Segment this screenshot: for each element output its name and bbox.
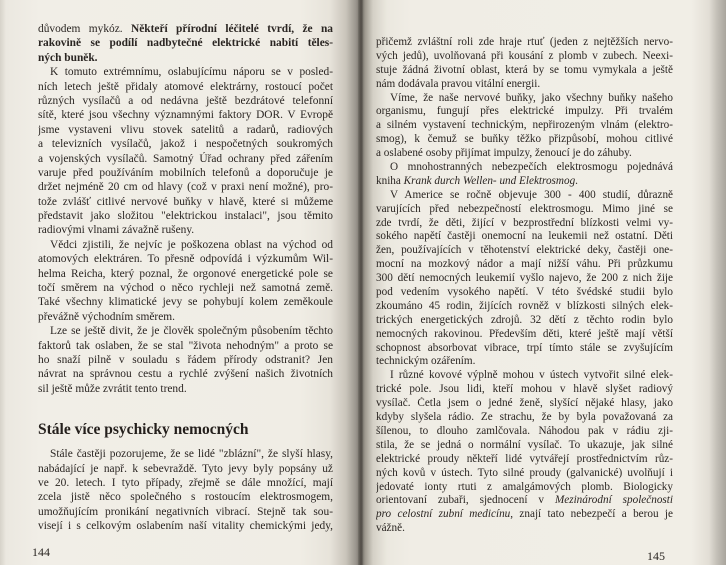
paragraph: [376, 161, 673, 189]
paragraph: [38, 65, 333, 238]
bold-text: Někteří přírodní léčitelé tvrdí, že na: [130, 23, 333, 35]
text-line: schopnost absorbovat vibrace, trpí tímto stále se zvyšujícím: [376, 341, 673, 354]
text-line: [376, 175, 673, 189]
text-line: varuje před používáním mobilních telefonů a doporučuje je: [38, 166, 333, 179]
text-run: orientovaní zubaři, sjednocení v: [376, 494, 555, 507]
text-run: , znají tato nebezpečí a berou je: [510, 508, 673, 521]
text-line: pod vedením vysokého napětí. V této švédské studii bylo: [376, 286, 673, 299]
text-line: K tomuto extrémnímu, oslabujícímu náporu se v posled-: [50, 66, 333, 79]
text-line: jsme vystaveni vlivu stovek satelitů a radarů, radiových: [38, 123, 333, 136]
paragraph: [38, 238, 333, 324]
text-line: atomových elektráren. To přesně odpovídá i výzkumům Wil-: [38, 253, 333, 266]
bold-text: rakovině se podílí nadbytečné elektrické nabití těles-: [38, 37, 333, 50]
text-line: Vědci zjistili, že nejvíc je poškozena oblast na východ od: [50, 238, 333, 251]
text-line: [376, 494, 673, 508]
text-line: radiovými vlnami závažně rušeny.: [38, 224, 195, 237]
italic-text: pro celostní zubní medicínu: [376, 508, 511, 521]
text-line: zkoumáno 45 rodin, žijících rovněž v blízkosti silných elek-: [376, 299, 673, 312]
text-line: [38, 51, 333, 65]
text-line: točí směrem na východ o něco rychleji než samotná země.: [38, 282, 333, 295]
text-line: zde tvrdí, že děti, žijící v bezprostřední blízkosti velmi vy-: [376, 216, 673, 229]
text-line: ních letech ještě přidaly atomové elektrárny, rostoucí počet: [38, 80, 333, 93]
text-line: zcela jistě něco společného s rostoucím elektrosmogem,: [38, 491, 333, 504]
book-gutter: [358, 0, 363, 565]
text-line: Také všechny klimatické jevy se pohybují kolem zeměkoule: [38, 296, 333, 309]
text-line: [38, 22, 333, 36]
text-line: vážně.: [376, 522, 405, 535]
text-line: šílenou, to dlouho zamlčovala. Náhodou pak v rádiu zji-: [376, 424, 673, 437]
text-line: mocní na mozkový nádor a mají nižší váhu. Při průzkumu: [376, 258, 673, 271]
text-line: faktorů tak oslaben, že se stal "života nehodným" a proto se: [38, 339, 333, 352]
text-line: trických energetických zdrojů. 32 dětí z těchto rodin bylo: [376, 313, 673, 326]
text-line: a oslabené osoby přijímat impulzy, ženoucí je do záhuby.: [376, 147, 632, 160]
text-line: [38, 36, 333, 50]
text-line: umožňujícím pronikání negativních vibrací. Stejně tak sou-: [38, 505, 333, 518]
text-line: tože zvlášť citlivé nervové buňky v hlavě, které si můžeme: [38, 195, 333, 208]
text-line: představit jako složitou "elektrickou instalaci", jsou těmito: [38, 210, 333, 223]
section-heading: Stále více psychicky nemocných: [38, 421, 249, 439]
text-line: nabádající je např. k sebevraždě. Tyto jevy byly popsány už: [38, 462, 333, 475]
text-line: ho snaží pilně v souladu s řádem přírody odstranit? Jen: [38, 353, 333, 366]
paragraph: [38, 324, 333, 396]
text-line: ných kovů v ústech. Tyto silné proudy (galvanické) uvolňují i: [376, 466, 673, 479]
page-number: 144: [32, 545, 50, 559]
text-run: .: [575, 174, 578, 187]
italic-text: Mezinárodní společnosti: [554, 494, 673, 507]
text-line: Lze se ještě divit, že je člověk společným působením těchto: [50, 325, 333, 338]
text-line: visejí i s celkovým oslabením naší vitality chemickými jedy,: [38, 520, 333, 533]
text-line: žen, používajících v těhotenství elektrické deky, častěji one-: [376, 244, 673, 257]
text-line: a televizních vysílačů, jakož i nespočetných soukromých: [38, 138, 333, 151]
text-line: smog), k čemuž se buňky těžko přizpůsobí, mohou citlivé: [376, 133, 673, 146]
text-line: držet nejméně 20 cm od hlavy (což v praxi není možné), pro-: [38, 181, 333, 194]
text-line: vysílač. Četla jsem o jedné ženě, slyšící nějaké hlasy, jako: [376, 397, 673, 410]
text-run: důvodem mykóz.: [38, 23, 131, 35]
text-line: technickým ozářením.: [376, 355, 476, 368]
text-line: a vojenských vysílačů. Samotný Úřad ochrany před zářením: [38, 152, 333, 165]
text-line: sil ještě může zvrátit tento trend.: [38, 382, 187, 395]
text-line: návrat na správnou cestu a rychlé zvýšení našich životních: [38, 368, 333, 381]
left-page: [0, 0, 361, 565]
text-line: Stále častěji pozorujeme, že se lidé "zblázní", že slyší hlasy,: [50, 448, 333, 461]
text-line: různých vysílačů a od nedávna ještě bezdrátové telefonní: [38, 94, 333, 107]
paragraph: [376, 92, 673, 161]
text-line: jedovaté ionty rtuti z amalgámových plomb. Biologicky: [376, 480, 673, 493]
text-line: V Americe se ročně objevuje 300 - 400 studií, důrazně: [390, 188, 673, 201]
text-line: sítě, které jsou všechny významnými faktory DOR. V Evropě: [38, 109, 333, 122]
text-line: 300 dětí nemocných leukemií vyšlo najevo, že 200 z nich žije: [376, 272, 673, 285]
text-line: varujících před nebezpečností elektrosmogu. Mimo jiné se: [376, 202, 673, 215]
right-page: [361, 0, 726, 565]
paragraph: [376, 189, 673, 370]
text-line: přičemž zvláštní roli zde hraje rtuť (jeden z nejtěžších nervo-: [376, 36, 673, 48]
page-number: 145: [647, 549, 665, 563]
text-line: elektrické proudy někteří lidé vytvářejí prostřednictvím růz-: [376, 452, 673, 465]
text-line: stila, že se jedná o normální vysílač. To ukazuje, jak silné: [376, 438, 673, 451]
paragraph: [376, 369, 673, 536]
text-line: trické pole. Jsou lidi, kteří mohou v hlavě slyšet radiový: [376, 383, 673, 396]
paragraph: [38, 22, 333, 65]
text-run: kniha: [376, 174, 404, 187]
text-line: I různé kovové výplně mohou v ústech vytvořit silné elek-: [390, 369, 673, 382]
text-line: Víme, že naše nervové buňky, jako všechny buňky našeho: [390, 91, 673, 104]
right-page-text: [376, 36, 673, 536]
italic-text: Krank durch Wellen- und Elektrosmog: [403, 174, 576, 187]
left-page-text: [38, 22, 333, 534]
paragraph: [376, 36, 673, 92]
text-line: organismu, fungují přes elektrické impulzy. Při trvalém: [376, 105, 673, 118]
text-line: helma Reicha, který poznal, že orgonové energetické pole se: [38, 267, 333, 280]
text-line: kdyby slyšela rádio. Ze strachu, že by byla považovaná za: [376, 411, 673, 424]
text-line: a silném vystavení technickým, nepřirozeným vlnám (elektro-: [376, 119, 673, 132]
text-line: sokého napětí častěji onemocní na leukemii než ostatní. Děti: [376, 230, 673, 243]
text-line: ve 20. letech. I tyto případy, zřejmě se dále množící, mají: [38, 476, 333, 489]
text-line: nemocných rakovinou. Především děti, které ještě mají větší: [376, 327, 673, 340]
text-line: převážně východním směrem.: [38, 310, 175, 323]
text-line: stuje žádná životní oblast, která by se tomu vymykala a ještě: [376, 63, 673, 76]
text-line: O mnohostranných nebezpečích elektrosmogu pojednává: [390, 161, 673, 174]
paragraph: [38, 447, 333, 533]
text-line: nám dodávala pravou vitální energii.: [376, 77, 541, 90]
bold-text: ných buněk.: [38, 51, 98, 64]
text-line: vých jedů), uvolňovaná při kousání z plomb v zubech. Neexi-: [376, 49, 673, 62]
text-line: [376, 508, 673, 522]
